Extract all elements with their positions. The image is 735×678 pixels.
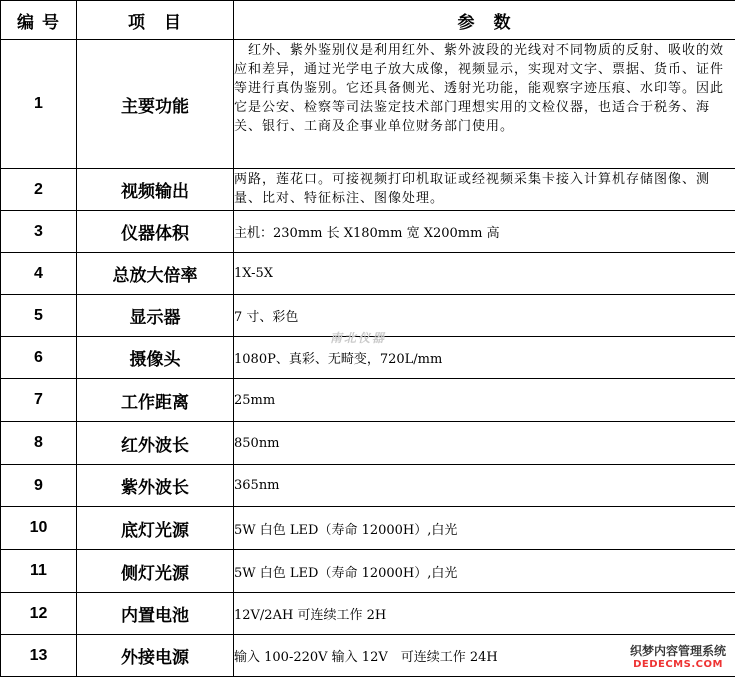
row-number: 1: [1, 40, 77, 169]
row-item: 内置电池: [77, 593, 234, 635]
watermark: 南北仪器: [330, 331, 387, 345]
row-item: 摄像头: [77, 337, 234, 379]
row-number: 4: [1, 253, 77, 295]
row-param: 365nm: [234, 465, 735, 507]
header-param: 参 数: [234, 1, 735, 40]
row-number: 7: [1, 379, 77, 422]
row-param: 主机：230mm 长 X180mm 宽 X200mm 高: [234, 211, 735, 253]
row-item: 紫外波长: [77, 465, 234, 507]
site-badge: [623, 640, 733, 676]
table-row: [1, 40, 735, 169]
row-number: 6: [1, 337, 77, 379]
table-row: [1, 253, 735, 295]
row-number: 5: [1, 295, 77, 337]
row-param: 1X-5X: [234, 253, 735, 295]
table-row: [1, 169, 735, 211]
row-param: 两路，莲花口。可接视频打印机取证或经视频采集卡接入计算机存储图像、测量、比对、特征标注、图像处理。: [234, 169, 735, 211]
header-num: 编 号: [1, 1, 77, 40]
row-number: 11: [1, 550, 77, 593]
header-item: 项 目: [77, 1, 234, 40]
table-row: [1, 593, 735, 635]
row-item: 显示器: [77, 295, 234, 337]
row-param: 5W 白色 LED（寿命 12000H）,白光: [234, 550, 735, 593]
row-param: 7 寸、彩色: [234, 295, 735, 337]
row-item: 红外波长: [77, 422, 234, 465]
row-param: 红外、紫外鉴别仪是利用红外、紫外波段的光线对不同物质的反射、吸收的效应和差异，通过光学电子放大成像，视频显示，实现对文字、票据、货币、证件等进行真伪鉴别。它还具备侧光、透射光功能，能观察字迹压痕、水印等。因此它是公安、检察等司法鉴定技术部门理想实用的文检仪器，也适合于税务、海关、银行、工商及企事业单位财务部门使用。: [234, 40, 735, 169]
row-item: 主要功能: [77, 40, 234, 169]
row-param: 25mm: [234, 379, 735, 422]
site-badge-domain: DEDECMS.COM: [633, 659, 723, 670]
row-number: 3: [1, 211, 77, 253]
row-item: 底灯光源: [77, 507, 234, 550]
row-param: 12V/2AH 可连续工作 2H: [234, 593, 735, 635]
row-param: 5W 白色 LED（寿命 12000H）,白光: [234, 507, 735, 550]
table-row: [1, 465, 735, 507]
row-number: 8: [1, 422, 77, 465]
site-badge-title: 织梦内容管理系统: [629, 644, 726, 658]
header-row: [1, 1, 735, 40]
row-item: 工作距离: [77, 379, 234, 422]
row-number: 10: [1, 507, 77, 550]
row-param: 输入 100-220V 输入 12V 可连续工作 24H: [234, 635, 735, 677]
row-item: 外接电源: [77, 635, 234, 677]
table-row: [1, 211, 735, 253]
row-item: 视频输出: [77, 169, 234, 211]
row-number: 2: [1, 169, 77, 211]
table-row: [1, 507, 735, 550]
table-row: [1, 422, 735, 465]
row-item: 仪器体积: [77, 211, 234, 253]
row-item: 总放大倍率: [77, 253, 234, 295]
table-row: [1, 550, 735, 593]
row-number: 12: [1, 593, 77, 635]
table-row: [1, 379, 735, 422]
row-param: 1080P、真彩、无畸变，720L/mm: [234, 337, 735, 379]
row-item: 侧灯光源: [77, 550, 234, 593]
row-number: 13: [1, 635, 77, 677]
row-param: 850nm: [234, 422, 735, 465]
row-number: 9: [1, 465, 77, 507]
